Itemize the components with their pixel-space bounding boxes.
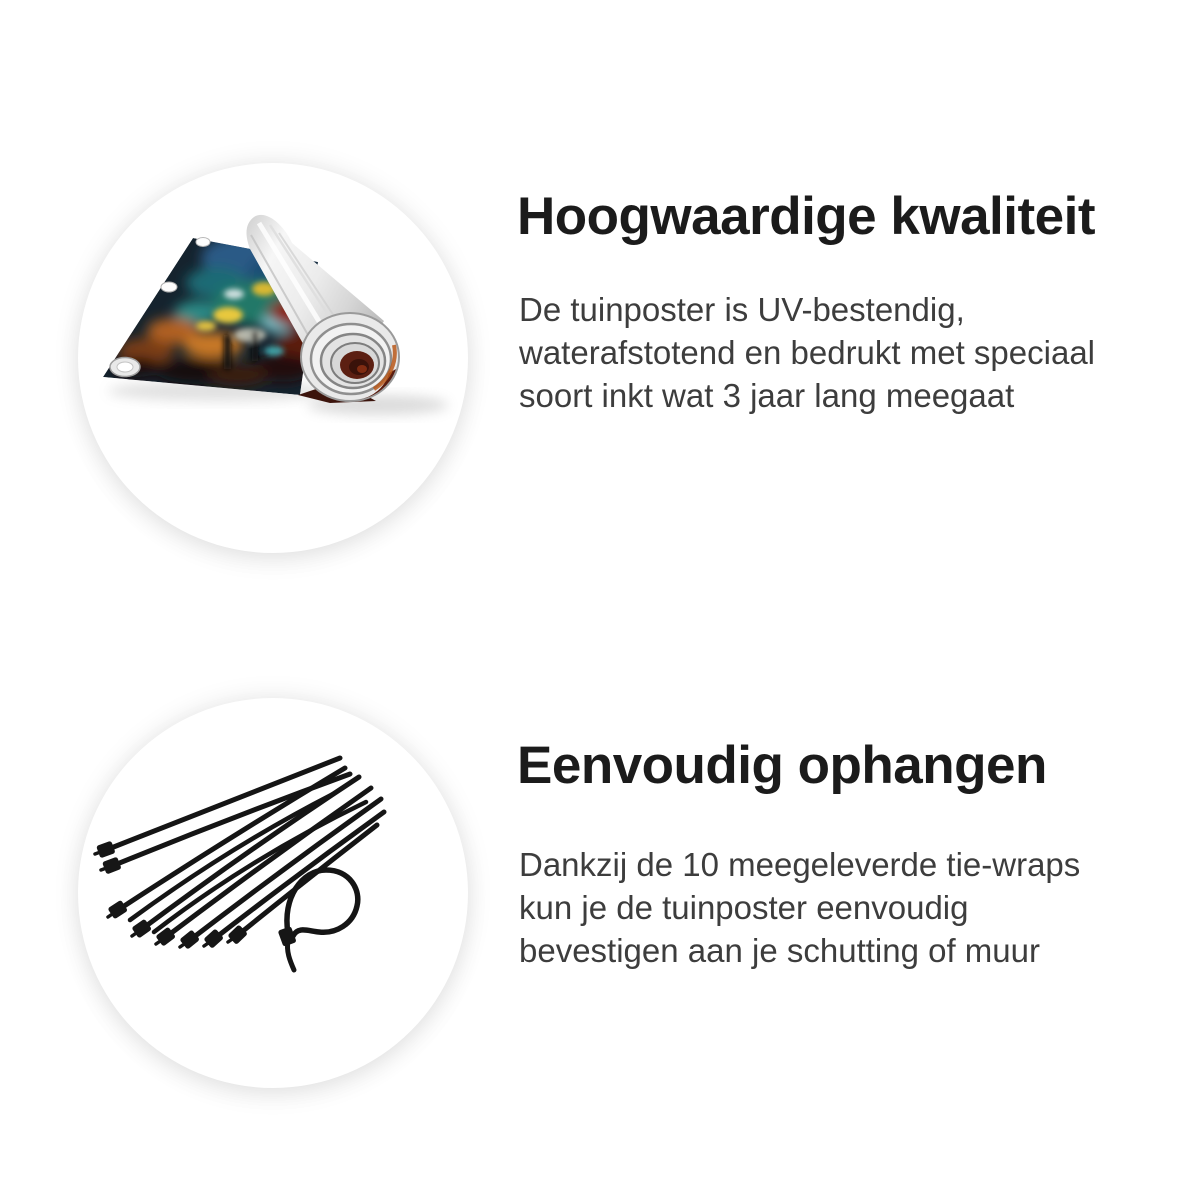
- tie-wraps-image: [78, 698, 468, 1088]
- looped-tie-wrap: [287, 870, 358, 970]
- poster-roll-coil: [301, 313, 399, 401]
- garden-poster-roll-illustration: [78, 163, 468, 553]
- body-line: waterafstotend en bedrukt met speciaal: [519, 334, 1096, 371]
- body-line: kun je de tuinposter eenvoudig: [519, 889, 969, 926]
- section-easy-hanging-body: [519, 843, 1200, 972]
- body-line: De tuinposter is UV-bestendig,: [519, 291, 965, 328]
- body-line: bevestigen aan je schutting of muur: [519, 932, 1040, 969]
- body-line: Dankzij de 10 meegeleverde tie-wraps: [519, 846, 1081, 883]
- section-easy-hanging-heading: Eenvoudig ophangen: [517, 736, 1047, 795]
- section-quality-body: [519, 288, 1200, 417]
- body-line: soort inkt wat 3 jaar lang meegaat: [519, 377, 1015, 414]
- section-quality-heading: Hoogwaardige kwaliteit: [517, 187, 1096, 246]
- tie-wraps-illustration: [78, 698, 468, 1088]
- rolled-garden-poster-image: [78, 163, 468, 553]
